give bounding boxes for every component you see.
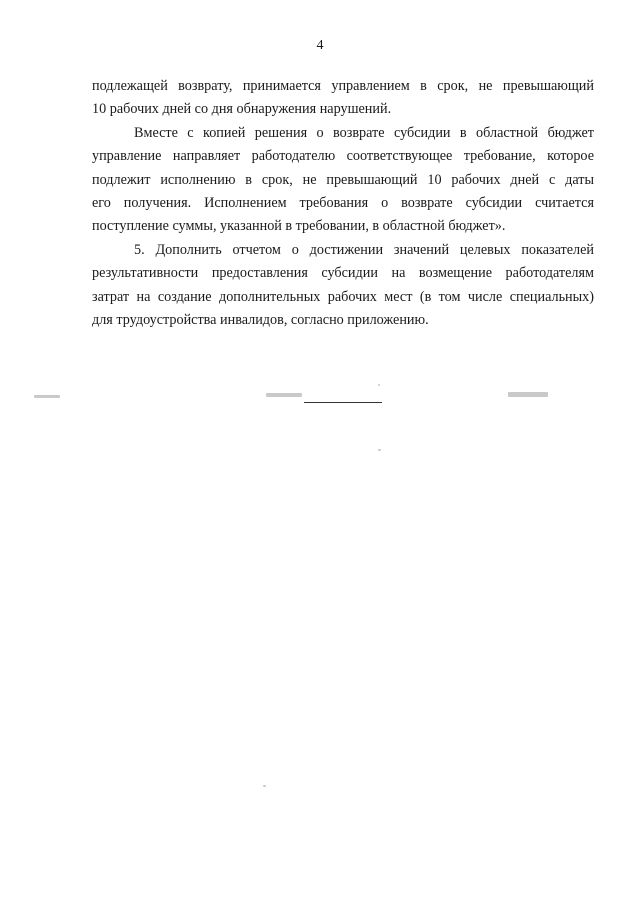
text-line: для трудоустройства инвалидов, согласно приложению.: [92, 312, 429, 329]
scan-speck: [263, 785, 266, 787]
end-of-text-rule: [304, 402, 382, 403]
scan-speck: [378, 449, 381, 451]
text-line: 10 рабочих дней со дня обнаружения нарушений.: [92, 101, 392, 118]
scan-speck: [34, 395, 60, 398]
scan-speck: [378, 384, 380, 386]
text-line: управление направляет работодателю соответствующее требование, которое: [92, 148, 594, 165]
text-line: поступление суммы, указанной в требовании, в областной бюджет».: [92, 218, 506, 235]
text-line: результативности предоставления субсидии на возмещение работодателям: [92, 265, 594, 282]
scan-speck: [508, 392, 548, 397]
text-line: подлежащей возврату, принимается управлением в срок, не превышающий: [92, 78, 594, 94]
text-line: затрат на создание дополнительных рабочих мест (в том числе специальных): [92, 288, 594, 305]
paragraph-continuation: [92, 75, 594, 122]
text-line: Вместе с копией решения о возврате субсидии в областной бюджет: [134, 124, 594, 141]
scan-speck: [266, 393, 302, 397]
page-number: 4: [316, 38, 324, 53]
document-body: [92, 75, 594, 332]
paragraph-item-5: [92, 239, 594, 333]
text-line: его получения. Исполнением требования о возврате субсидии считается: [92, 195, 594, 212]
text-line: подлежит исполнению в срок, не превышающий 10 рабочих дней с даты: [92, 171, 594, 188]
paragraph-subsidy-return: [92, 122, 594, 239]
text-line: 5. Дополнить отчетом о достижении значений целевых показателей: [134, 241, 594, 258]
